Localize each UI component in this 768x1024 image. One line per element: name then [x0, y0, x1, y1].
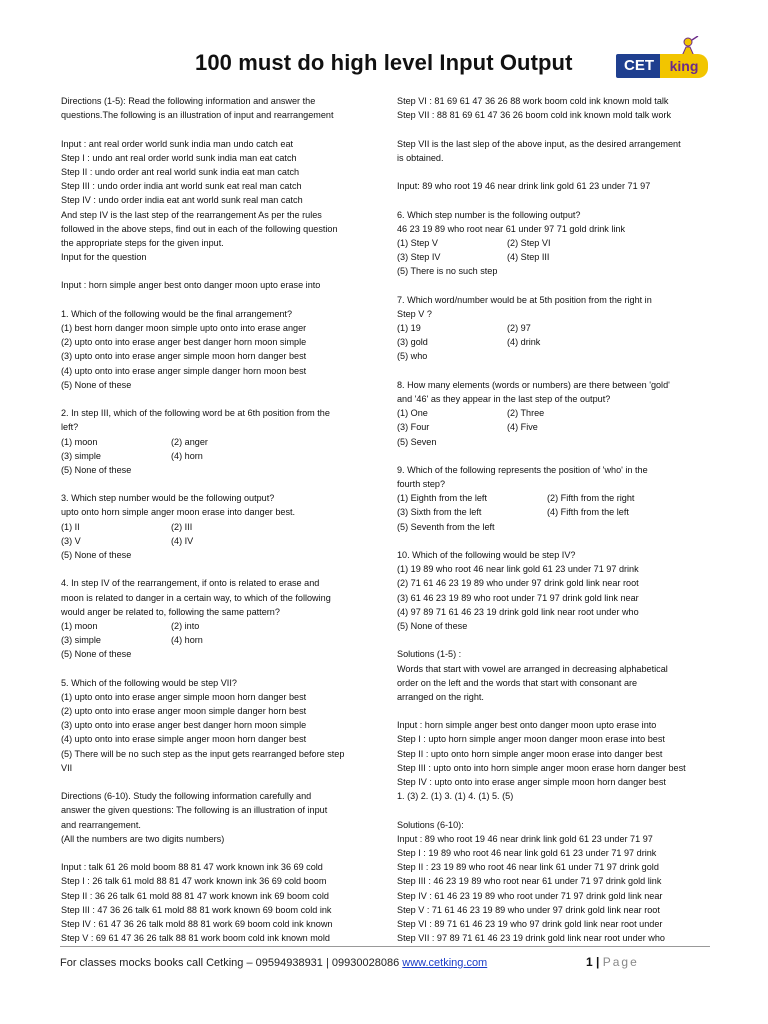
text-line: Input for the question [61, 252, 147, 263]
text-line: (5) None of these [61, 649, 132, 660]
text-line: would anger be related to, following the same pattern? [61, 606, 280, 617]
logo-cet-text: CET [616, 54, 662, 78]
text-line: Step VII : 97 89 71 61 46 23 19 drink gold link near root under who [397, 933, 665, 944]
text-line: Step IV : 61 47 36 26 talk mold 88 81 work 69 boom cold ink known [61, 918, 333, 929]
text-line: (2) upto onto into erase anger moon simple danger horn best [61, 706, 307, 717]
text-line: followed in the above steps, find out in each of the following question [61, 223, 338, 234]
option-right: (2) Fifth from the right [547, 493, 635, 504]
text-line: order on the left and the words that start with consonant are [397, 677, 638, 688]
option-left: (1) Eighth from the left [397, 493, 487, 504]
option-row [397, 335, 719, 349]
option-row [61, 449, 383, 463]
blank-line [397, 122, 719, 136]
page-number [586, 955, 639, 969]
text-line: Solutions (6-10): [397, 819, 464, 830]
blank-line [61, 846, 383, 860]
option-row [397, 406, 719, 420]
text-line: (5) who [397, 351, 428, 362]
blank-line [397, 278, 719, 292]
text-line: (2) 71 61 46 23 19 89 who under 97 drink gold link near root [397, 578, 639, 589]
option-right: (2) anger [171, 436, 208, 447]
text-line: Step IV : undo order india eat ant world sunk real man catch [61, 195, 303, 206]
text-line: Solutions (1-5) : [397, 649, 462, 660]
option-left: (1) 19 [397, 323, 421, 333]
text-line: Step VI : 81 69 61 47 36 26 88 work boom cold ink known mold talk [397, 96, 669, 106]
text-line: Step III : 46 23 19 89 who root near 61 under 71 97 drink gold link [397, 876, 662, 887]
text-line: (5) None of these [397, 620, 468, 631]
option-row [397, 321, 719, 335]
text-line: Step II : 36 26 talk 61 mold 88 81 47 work known ink 69 boom cold [61, 890, 329, 901]
text-line: (1) upto onto into erase anger simple moon horn danger best [61, 691, 307, 702]
option-row [61, 633, 383, 647]
text-line: (5) There is no such step [397, 266, 498, 277]
text-line: VII [61, 762, 73, 773]
blank-line [61, 122, 383, 136]
text-line: (1) best horn danger moon simple upto onto into erase anger [61, 323, 307, 333]
text-line: (5) Seven [397, 436, 437, 447]
text-line: Step V : 71 61 46 23 19 89 who under 97 drink gold link near root [397, 904, 660, 915]
blank-line [61, 562, 383, 576]
text-line: Step III : undo order india ant world sunk eat real man catch [61, 181, 302, 192]
text-line: (5) None of these [61, 379, 132, 390]
blank-line [397, 633, 719, 647]
text-line: Step V ? [397, 308, 432, 319]
text-line: Directions (6-10). Study the following information carefully and [61, 791, 312, 802]
option-right: (2) 97 [507, 323, 531, 333]
text-line: and '46' as they appear in the last step of the output? [397, 393, 611, 404]
page-header [0, 42, 768, 86]
text-line: Input : 89 who root 19 46 near drink link gold 61 23 under 71 97 [397, 833, 653, 844]
text-line: Step II : 23 19 89 who root 46 near link 61 under 71 97 drink gold [397, 862, 659, 873]
cetking-logo [616, 42, 716, 86]
text-line: (4) 97 89 71 61 46 23 19 drink gold link near root under who [397, 606, 639, 617]
blank-line [397, 193, 719, 207]
text-line: (4) upto onto into erase simple anger moon horn danger best [61, 734, 307, 745]
option-left: (3) simple [61, 450, 101, 461]
text-line: Directions (1-5): Read the following information and answer the [61, 96, 316, 106]
text-line: Step II : undo order ant real world sunk india eat man catch [61, 166, 300, 177]
text-line: Step III : 47 36 26 talk 61 mold 88 81 work known 69 boom cold ink [61, 904, 332, 915]
text-line: Step VII : 88 81 69 61 47 36 26 boom cold ink known mold talk work [397, 110, 671, 121]
website-link[interactable]: www.cetking.com [402, 957, 488, 969]
page-number-value: 1 [586, 955, 593, 969]
option-row [397, 250, 719, 264]
text-line: (1) 19 89 who root 46 near link gold 61 23 under 71 97 drink [397, 564, 639, 575]
text-line: 46 23 19 89 who root near 61 under 97 71 gold drink link [397, 223, 626, 234]
option-left: (3) simple [61, 635, 101, 646]
option-left: (3) Four [397, 422, 430, 433]
page-word: Page [602, 955, 639, 969]
text-line: Step I : upto horn simple anger moon danger moon erase into best [397, 734, 665, 745]
option-row [61, 520, 383, 534]
text-line: (3) 61 46 23 19 89 who root under 71 97 drink gold link near [397, 592, 639, 603]
text-line: moon is related to danger in a certain way, to which of the following [61, 592, 331, 603]
text-line: fourth step? [397, 479, 446, 490]
text-line: Step VI : 89 71 61 46 23 19 who 97 drink gold link near root under [397, 918, 663, 929]
text-line: the appropriate steps for the given input. [61, 237, 224, 248]
blank-line [397, 704, 719, 718]
text-line: Step III : upto onto into horn simple anger moon erase horn danger best [397, 762, 686, 773]
text-line: (5) There will be no such step as the input gets rearranged before step [61, 748, 345, 759]
text-line: 6. Which step number is the following output? [397, 209, 581, 220]
option-row [61, 534, 383, 548]
option-row [397, 505, 719, 519]
option-row [61, 435, 383, 449]
text-line: Step IV : upto onto into erase anger simple moon horn danger best [397, 777, 666, 787]
text-line: 10. Which of the following would be step IV? [397, 550, 576, 560]
option-left: (3) Step IV [397, 252, 441, 263]
text-line: (3) upto onto into erase anger simple moon horn danger best [61, 351, 307, 362]
option-row [397, 491, 719, 505]
footer-contact-text: For classes mocks books call Cetking – 09594938931 | 09930028086 [60, 957, 403, 969]
option-left: (1) Step V [397, 237, 438, 248]
option-left: (1) One [397, 408, 428, 419]
text-line: Step I : 19 89 who root 46 near link gold 61 23 under 71 97 drink [397, 847, 657, 858]
option-row [397, 420, 719, 434]
logo-king-text: king [660, 54, 708, 78]
text-line: (5) None of these [61, 550, 132, 560]
text-line: Step I : undo ant real order world sunk india man eat catch [61, 152, 297, 163]
text-line: And step IV is the last step of the rearrangement As per the rules [61, 209, 322, 220]
text-line: Words that start with vowel are arranged in decreasing alphabetical [397, 663, 668, 674]
text-line: (3) upto onto into erase anger best danger horn moon simple [61, 720, 307, 731]
option-row [61, 619, 383, 633]
blank-line [61, 662, 383, 676]
blank-line [397, 165, 719, 179]
text-line: (4) upto onto into erase anger simple danger horn moon best [61, 365, 307, 376]
option-left: (3) gold [397, 337, 428, 348]
text-line: 4. In step IV of the rearrangement, if onto is related to erase and [61, 578, 320, 589]
left-column [61, 94, 383, 945]
text-line: Input: 89 who root 19 46 near drink link gold 61 23 under 71 97 [397, 181, 651, 192]
text-line: 3. Which step number would be the following output? [61, 493, 275, 504]
blank-line [61, 293, 383, 307]
option-right: (2) III [171, 521, 193, 532]
page-separator: | [592, 955, 603, 969]
page-footer [60, 946, 710, 969]
text-line: (All the numbers are two digits numbers) [61, 833, 225, 844]
right-column [397, 94, 719, 945]
text-line: left? [61, 422, 79, 433]
text-line: 7. Which word/number would be at 5th position from the right in [397, 294, 652, 305]
text-line: Step I : 26 talk 61 mold 88 81 47 work known ink 36 69 cold boom [61, 876, 327, 887]
text-line: Input : horn simple anger best onto danger moon upto erase into [397, 720, 657, 731]
text-line: Input : talk 61 26 mold boom 88 81 47 work known ink 36 69 cold [61, 862, 323, 873]
option-left: (1) II [61, 521, 80, 532]
text-line: answer the given questions: The following is an illustration of input [61, 805, 328, 816]
blank-line [61, 264, 383, 278]
text-line: (2) upto onto into erase anger best danger horn moon simple [61, 337, 307, 348]
text-line: Step V : 69 61 47 36 26 talk 88 81 work boom cold ink known mold [61, 933, 330, 944]
page-title: 100 must do high level Input Output [195, 50, 573, 75]
blank-line [397, 364, 719, 378]
option-left: (3) V [61, 535, 81, 546]
blank-line [397, 449, 719, 463]
text-line: upto onto horn simple anger moon erase into danger best. [61, 507, 296, 518]
blank-line [61, 775, 383, 789]
blank-line [397, 534, 719, 548]
option-right: (2) into [171, 620, 200, 631]
option-right: (4) horn [171, 635, 203, 646]
option-right: (2) Step VI [507, 237, 551, 248]
text-line: Step II : upto onto horn simple anger moon erase into danger best [397, 748, 663, 759]
text-line: 1. (3) 2. (1) 3. (1) 4. (1) 5. (5) [397, 791, 514, 802]
blank-line [397, 803, 719, 817]
text-line: Input : ant real order world sunk india man undo catch eat [61, 138, 294, 149]
text-line: 9. Which of the following represents the position of 'who' in the [397, 464, 648, 475]
text-line: 2. In step III, which of the following word be at 6th position from the [61, 408, 330, 419]
text-line: 8. How many elements (words or numbers) are there between 'gold' [397, 379, 670, 390]
option-right: (4) Fifth from the left [547, 507, 629, 518]
option-right: (2) Three [507, 408, 545, 419]
option-row [397, 236, 719, 250]
text-line: questions.The following is an illustration of input and rearrangement [61, 110, 334, 121]
option-right: (4) horn [171, 450, 203, 461]
option-left: (3) Sixth from the left [397, 507, 482, 518]
footer-contact [60, 957, 487, 969]
option-left: (1) moon [61, 620, 98, 631]
text-line: 5. Which of the following would be step VII? [61, 677, 237, 688]
blank-line [61, 392, 383, 406]
text-line: and rearrangement. [61, 819, 141, 830]
text-line: 1. Which of the following would be the final arrangement? [61, 308, 293, 319]
text-line: (5) Seventh from the left [397, 521, 495, 532]
option-left: (1) moon [61, 436, 98, 447]
option-right: (4) drink [507, 337, 541, 348]
text-line: Step IV : 61 46 23 19 89 who root under 71 97 drink gold link near [397, 890, 663, 901]
option-right: (4) Step III [507, 252, 550, 263]
text-line: (5) None of these [61, 464, 132, 475]
blank-line [61, 477, 383, 491]
option-right: (4) Five [507, 422, 538, 433]
option-right: (4) IV [171, 535, 194, 546]
text-line: arranged on the right. [397, 691, 484, 702]
text-line: is obtained. [397, 152, 444, 163]
text-line: Input : horn simple anger best onto danger moon upto erase into [61, 280, 321, 291]
text-line: Step VII is the last slep of the above input, as the desired arrangement [397, 138, 681, 149]
